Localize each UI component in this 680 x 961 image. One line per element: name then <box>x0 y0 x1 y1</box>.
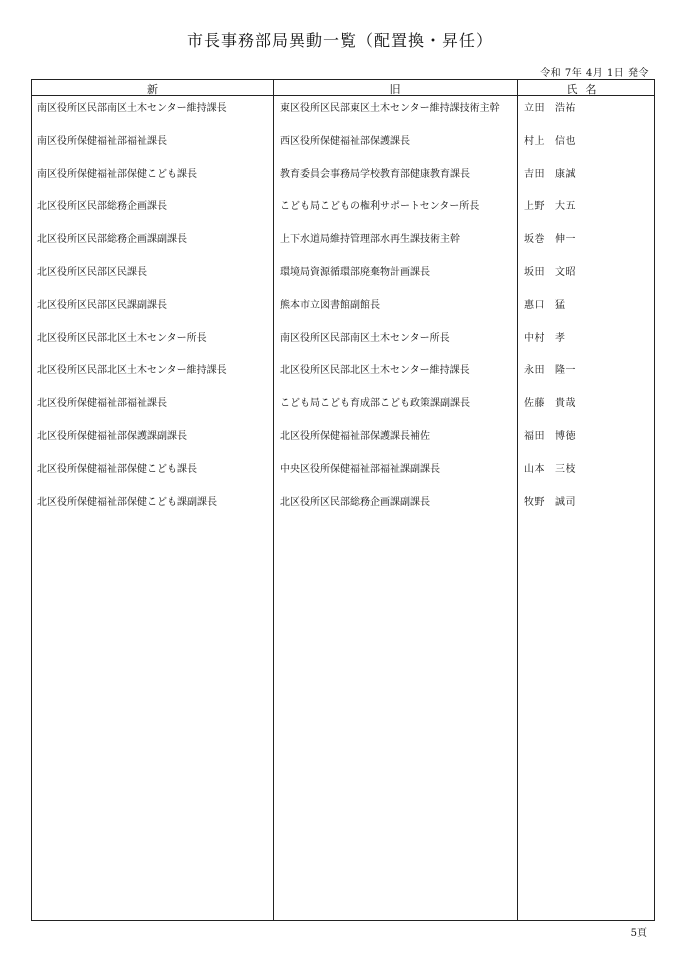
old-position: こども局こどもの権利サポートセンター所長 <box>280 201 480 213</box>
given-name: 博徳 <box>555 430 576 442</box>
surname: 永田 <box>524 365 545 377</box>
old-position: 上下水道局維持管理部水再生課技術主幹 <box>280 234 460 246</box>
old-position: 熊本市立図書館副館長 <box>280 299 380 311</box>
new-position: 北区役所区民部総務企画課副課長 <box>37 234 187 246</box>
surname: 立田 <box>524 103 545 114</box>
old-position: 北区役所区民部北区土木センター維持課長 <box>280 365 470 377</box>
given-name: 猛 <box>555 299 566 311</box>
old-position: 中央区役所保健福祉部福祉課副課長 <box>280 463 440 475</box>
surname: 村上 <box>524 135 545 147</box>
table-row <box>32 163 654 196</box>
new-position: 南区役所保健福祉部福祉課長 <box>37 135 167 147</box>
given-name: 貴哉 <box>555 398 576 410</box>
table-row <box>32 261 654 294</box>
given-name: 隆一 <box>555 365 576 377</box>
old-position: 西区役所保健福祉部保護課長 <box>280 135 410 147</box>
header-name: 氏名 <box>566 83 605 96</box>
table-row <box>32 195 654 228</box>
person-name <box>524 197 576 212</box>
old-position: 北区役所区民部総務企画課副課長 <box>280 496 430 508</box>
new-position: 北区役所保健福祉部保健こども課長 <box>37 463 197 475</box>
person-name <box>524 394 576 409</box>
person-name <box>524 165 576 180</box>
person-name <box>524 427 576 442</box>
table-row <box>32 359 654 392</box>
given-name: 信也 <box>555 135 576 147</box>
old-position: こども局こども育成部こども政策課副課長 <box>280 398 470 410</box>
surname: 上野 <box>524 201 545 213</box>
personnel-table <box>31 79 655 921</box>
table-row <box>32 458 654 491</box>
table-row <box>32 130 654 163</box>
issue-date: 令和 7年 4月 1日 発令 <box>540 68 649 79</box>
table-row <box>32 294 654 327</box>
old-position: 南区役所区民部南区土木センター所長 <box>280 332 450 344</box>
document-title: 市長事務部局異動一覧（配置換・昇任） <box>186 31 493 50</box>
person-name <box>524 99 576 114</box>
given-name: 大五 <box>555 201 576 213</box>
person-name <box>524 296 566 311</box>
person-name <box>524 329 566 344</box>
given-name: 康誠 <box>555 168 576 180</box>
table-row <box>32 491 654 524</box>
page-number: 5頁 <box>630 928 647 939</box>
given-name: 文昭 <box>555 266 576 278</box>
table-row <box>32 228 654 261</box>
new-position: 南区役所保健福祉部保健こども課長 <box>37 168 197 180</box>
header-old: 旧 <box>389 83 401 96</box>
given-name: 三枝 <box>555 463 576 475</box>
surname: 中村 <box>524 332 545 344</box>
given-name: 誠司 <box>555 496 576 508</box>
old-position: 教育委員会事務局学校教育部健康教育課長 <box>280 168 470 180</box>
surname: 福田 <box>524 430 545 442</box>
new-position: 北区役所区民部北区土木センター所長 <box>37 332 207 344</box>
new-position: 北区役所区民部区民課長 <box>37 266 147 278</box>
given-name: 伸一 <box>555 234 576 246</box>
person-name <box>524 230 576 245</box>
surname: 佐藤 <box>524 398 545 410</box>
old-position: 環境局資源循環部廃棄物計画課長 <box>280 266 430 278</box>
header-new: 新 <box>147 83 158 96</box>
new-position: 北区役所区民部総務企画課長 <box>37 201 167 213</box>
person-name <box>524 460 576 475</box>
new-position: 北区役所保健福祉部保健こども課副課長 <box>37 496 217 508</box>
surname: 惠口 <box>524 299 545 311</box>
table-row <box>32 97 654 130</box>
new-position: 南区役所区民部南区土木センター維持課長 <box>37 103 227 114</box>
old-position: 北区役所保健福祉部保護課長補佐 <box>280 430 430 442</box>
new-position: 北区役所区民部北区土木センター維持課長 <box>37 365 227 377</box>
new-position: 北区役所保健福祉部福祉課長 <box>37 398 167 410</box>
surname: 吉田 <box>524 168 545 180</box>
new-position: 北区役所保健福祉部保護課副課長 <box>37 430 187 442</box>
person-name <box>524 132 576 147</box>
old-position: 東区役所区民部東区土木センター維持課技術主幹 <box>280 103 500 114</box>
surname: 山本 <box>524 463 545 475</box>
person-name <box>524 361 576 376</box>
new-position: 北区役所区民部区民課副課長 <box>37 299 167 311</box>
given-name: 浩祐 <box>555 103 576 114</box>
surname: 坂巻 <box>524 234 545 246</box>
table-row <box>32 327 654 360</box>
table-body <box>32 97 654 523</box>
person-name <box>524 263 576 278</box>
table-row <box>32 392 654 425</box>
surname: 坂田 <box>524 266 545 278</box>
surname: 牧野 <box>524 496 545 508</box>
person-name <box>524 493 576 508</box>
table-row <box>32 425 654 458</box>
given-name: 孝 <box>555 332 566 344</box>
